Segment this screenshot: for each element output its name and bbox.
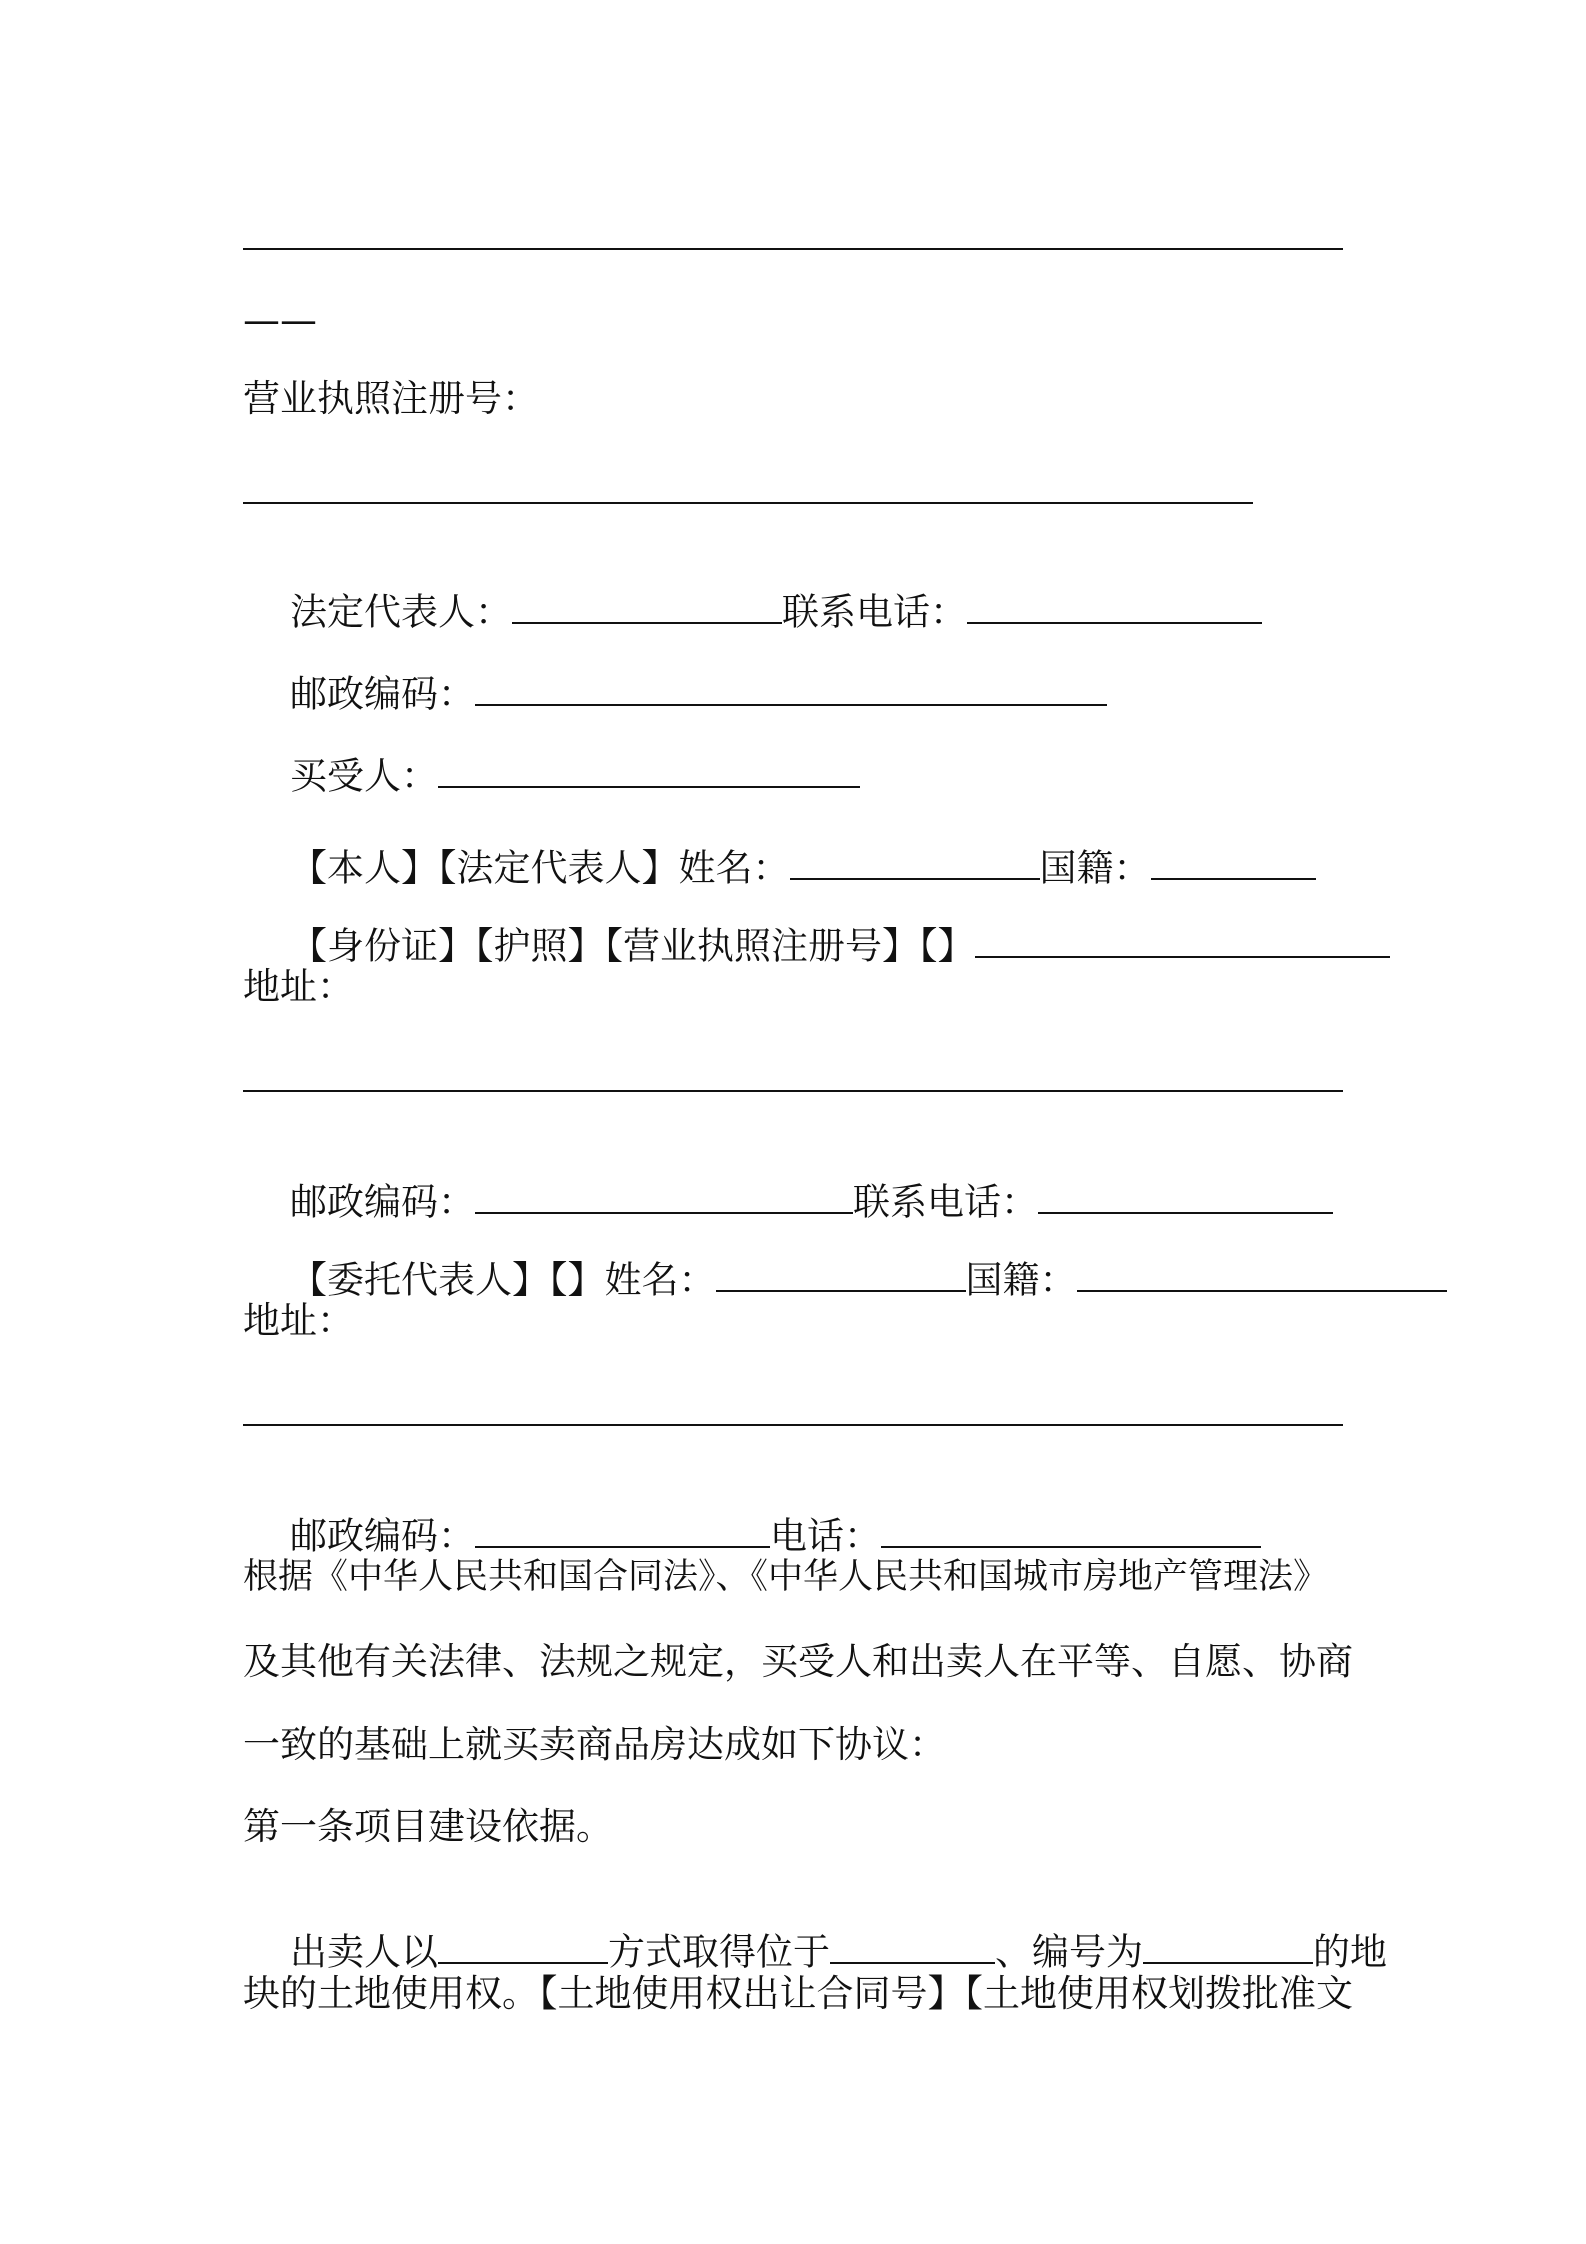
fill-blank — [1151, 845, 1316, 880]
text-line — [243, 886, 1390, 1001]
label: 邮政编码： — [290, 1180, 476, 1224]
fill-blank — [1077, 1257, 1447, 1292]
section-heading: 第一条项目建设依据。 — [243, 1805, 613, 1848]
blank-line — [243, 502, 1253, 504]
fill-blank — [790, 845, 1040, 880]
label: 买受人： — [290, 754, 439, 798]
fill-blank — [475, 1513, 770, 1548]
label: 【本人】【法定代表人】姓名： — [290, 846, 790, 890]
paragraph-line: 根据《中华人民共和国合同法》、《中华人民共和国城市房地产管理法》 — [243, 1557, 1329, 1597]
label: 【委托代表人】【】姓名： — [290, 1258, 716, 1302]
text-line: 地址： — [243, 965, 354, 1008]
label: 的地 — [1313, 1930, 1388, 1974]
fill-blank — [475, 671, 1107, 706]
fill-blank — [475, 1179, 853, 1214]
text-line: 地址： — [243, 1299, 354, 1342]
label: 、编号为 — [995, 1930, 1144, 1974]
text-line — [243, 1220, 1447, 1335]
paragraph-line: 块的土地使用权。【土地使用权出让合同号】【土地使用权划拨批准文 — [243, 1972, 1353, 2015]
text-line: 营业执照注册号： — [243, 377, 539, 420]
fill-blank — [716, 1257, 966, 1292]
fill-blank — [512, 589, 782, 624]
blank-line — [243, 248, 1343, 250]
fill-blank — [975, 923, 1390, 958]
label: 国籍： — [1039, 846, 1151, 890]
label: 国籍： — [965, 1258, 1077, 1302]
label: 法定代表人： — [290, 590, 513, 634]
label: 出卖人以 — [290, 1930, 439, 1974]
paragraph-line: 一致的基础上就买卖商品房达成如下协议： — [243, 1723, 946, 1766]
fill-blank — [967, 589, 1262, 624]
label: 联系电话： — [782, 590, 968, 634]
fill-blank — [881, 1513, 1261, 1548]
blank-line — [243, 1090, 1343, 1092]
fill-blank — [830, 1929, 995, 1964]
paragraph-line: 及其他有关法律、法规之规定，买受人和出卖人在平等、自愿、协商 — [243, 1640, 1353, 1683]
blank-line — [243, 1424, 1343, 1426]
label: 邮政编码： — [290, 1514, 476, 1558]
fill-blank — [1038, 1179, 1333, 1214]
fill-blank — [1143, 1929, 1313, 1964]
fill-blank — [438, 753, 860, 788]
label: 【身份证】【护照】【营业执照注册号】【】 — [290, 924, 975, 968]
label: 联系电话： — [853, 1180, 1039, 1224]
text-line: —— — [243, 299, 317, 342]
label: 邮政编码： — [290, 672, 476, 716]
label: 电话： — [770, 1514, 882, 1558]
label: 方式取得位于 — [608, 1930, 831, 1974]
fill-blank — [438, 1929, 608, 1964]
